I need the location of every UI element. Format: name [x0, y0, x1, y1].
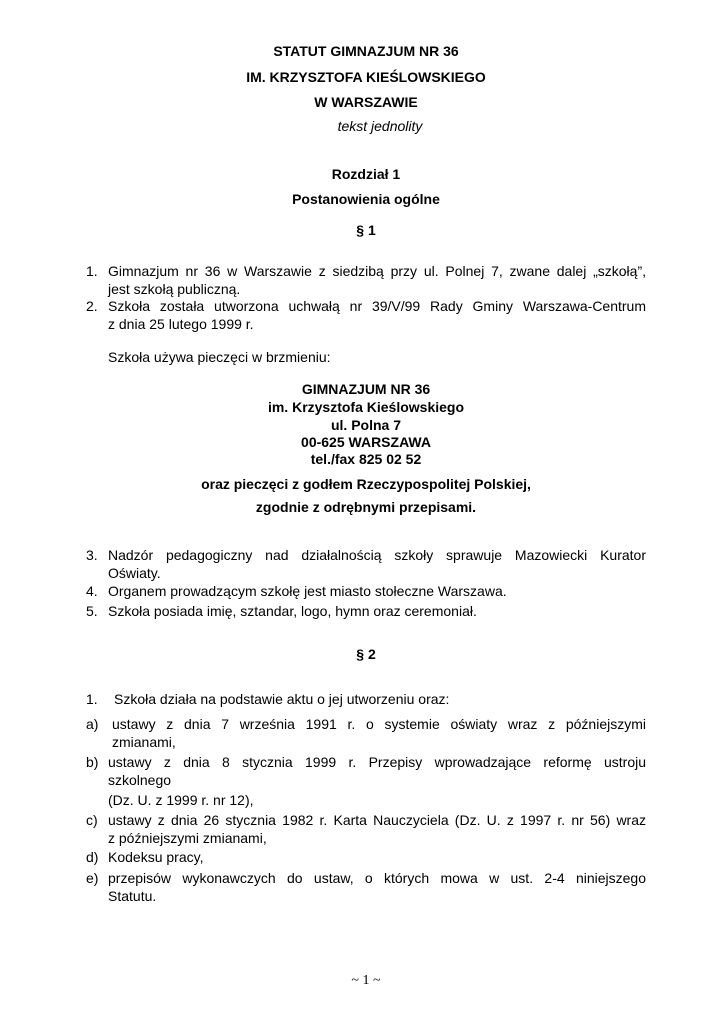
stamp-line-5: tel./fax 825 02 52	[310, 451, 422, 467]
list-item-text: Szkoła działa na podstawie aktu o jej utworzeniu oraz:	[114, 691, 450, 707]
list-item-text-cont: zmianami,	[112, 734, 176, 750]
title-subtitle: tekst jednolity	[337, 118, 423, 134]
list-item-number: 4.	[86, 583, 98, 599]
list-item-number: 3.	[86, 547, 98, 563]
list-item-number: 1.	[86, 691, 98, 707]
chapter-subtitle: Postanowienia ogólne	[292, 191, 440, 207]
regulation-line: zgodnie z odrębnymi przepisami.	[255, 499, 477, 515]
list-item-letter: d)	[86, 849, 99, 865]
list-item-text-cont: z późniejszymi zmianami,	[108, 830, 267, 846]
list-item-text: Nadzór pedagogiczny nad działalnością szkoły sprawuje Mazowiecki Kurator	[108, 547, 646, 563]
section-1-heading: § 1	[356, 222, 376, 238]
list-item-letter: b)	[86, 754, 99, 770]
stamp-line-2: im. Krzysztofa Kieślowskiego	[267, 399, 465, 415]
list-item-text-cont: Statutu.	[108, 888, 157, 904]
list-item-text: Szkoła posiada imię, sztandar, logo, hymn oraz ceremoniał.	[108, 603, 477, 619]
title-line-2: IM. KRZYSZTOFA KIEŚLOWSKIEGO	[246, 69, 486, 85]
list-item-text: przepisów wykonawczych do ustaw, o których mowa w ust. 2-4 niniejszego	[108, 870, 646, 886]
list-item-text: Gimnazjum nr 36 w Warszawie z siedzibą przy ul. Polnej 7, zwane dalej „szkołą”,	[108, 263, 646, 279]
stamp-line-4: 00-625 WARSZAWA	[301, 434, 431, 450]
list-item-letter: a)	[86, 716, 99, 732]
list-item-text: ustawy z dnia 26 stycznia 1982 r. Karta Nauczyciela (Dz. U. z 1997 r. nr 56) wraz	[108, 812, 646, 828]
title-line-1: STATUT GIMNAZJUM NR 36	[273, 43, 459, 59]
list-item-text-cont: szkolnego	[108, 772, 172, 788]
list-item-text-cont: z dnia 25 lutego 1999 r.	[108, 316, 254, 332]
list-item-text: Organem prowadzącym szkołę jest miasto stołeczne Warszawa.	[108, 583, 507, 599]
list-item-number: 2.	[86, 298, 98, 314]
list-item-number: 5.	[86, 603, 98, 619]
title-line-3: W WARSZAWIE	[314, 94, 418, 110]
list-item-text: Szkoła została utworzona uchwałą nr 39/V/99 Rady Gminy Warszawa-Centrum	[108, 298, 646, 314]
list-item-text-cont: (Dz. U. z 1999 r. nr 12),	[108, 792, 254, 808]
list-item-text: Kodeksu pracy,	[108, 849, 204, 865]
page-number: ~ 1 ~	[351, 973, 381, 988]
list-item-text: ustawy z dnia 8 stycznia 1999 r. Przepisy wprowadzające reformę ustroju	[108, 754, 646, 770]
list-item-text: ustawy z dnia 7 września 1991 r. o systemie oświaty wraz z późniejszymi	[112, 716, 646, 732]
stamp-line-3: ul. Polna 7	[330, 417, 401, 433]
stamp-line-1: GIMNAZJUM NR 36	[301, 381, 431, 397]
list-item-text-cont: Oświaty.	[108, 565, 161, 581]
list-item-number: 1.	[86, 263, 98, 279]
list-item-letter: c)	[86, 812, 98, 828]
chapter-title: Rozdział 1	[331, 166, 401, 182]
section-2-heading: § 2	[356, 646, 376, 662]
list-item-text-cont: jest szkołą publiczną.	[108, 281, 241, 297]
seal-line: oraz pieczęci z godłem Rzeczypospolitej Polskiej,	[201, 476, 531, 492]
stamp-intro: Szkoła używa pieczęci w brzmieniu:	[108, 349, 331, 365]
list-item-letter: e)	[86, 870, 99, 886]
